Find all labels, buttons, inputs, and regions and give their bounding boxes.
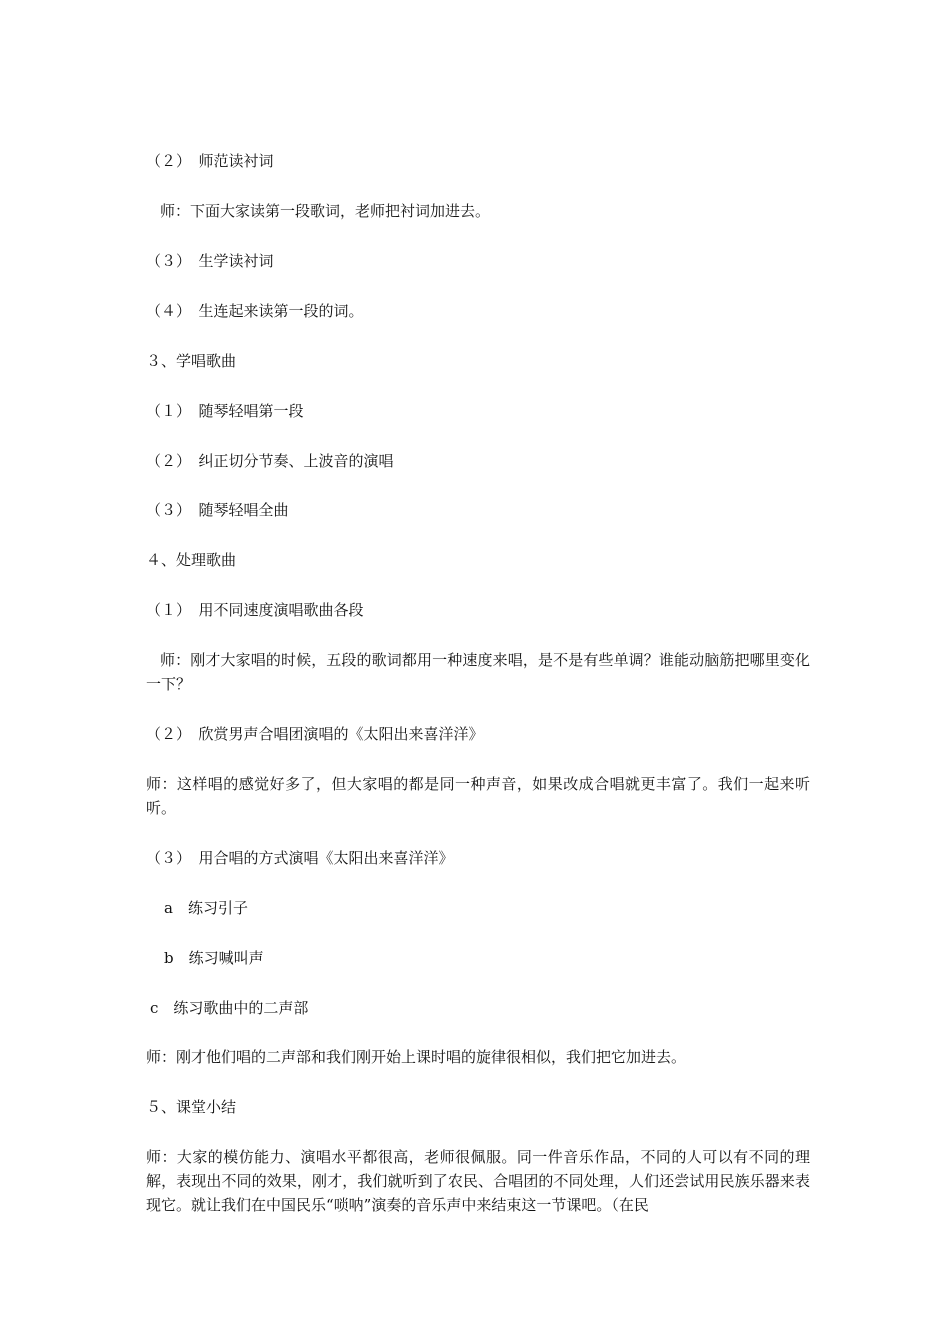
list-item: （３） 随琴轻唱全曲 xyxy=(146,501,289,519)
teacher-dialogue: 师：刚才大家唱的时候，五段的歌词都用一种速度来唱，是不是有些单调？谁能动脑筋把哪里变化一下？ xyxy=(146,651,810,693)
section-heading: ５、课堂小结 xyxy=(146,1098,237,1116)
list-item: （３） 生学读衬词 xyxy=(146,252,274,270)
list-item: （３） 用合唱的方式演唱《太阳出来喜洋洋》 xyxy=(146,849,454,867)
teacher-dialogue: 师：下面大家读第一段歌词，老师把衬词加进去。 xyxy=(160,202,491,220)
list-item: （４） 生连起来读第一段的词。 xyxy=(146,302,364,320)
sub-item: c 练习歌曲中的二声部 xyxy=(150,999,309,1017)
list-item: （１） 随琴轻唱第一段 xyxy=(146,402,304,420)
teacher-dialogue: 师：大家的模仿能力、演唱水平都很高，老师很佩服。同一件音乐作品，不同的人可以有不同的理解，表现出不同的效果，刚才，我们就听到了农民、合唱团的不同处理，人们还尝试用民族乐器来表现它。就让我们在中国民乐“唢呐”演奏的音乐声中来结束这一节课吧。（在民 xyxy=(146,1148,810,1214)
list-item: （２） 纠正切分节奏、上波音的演唱 xyxy=(146,452,394,470)
section-heading: ４、处理歌曲 xyxy=(146,551,237,569)
teacher-dialogue: 师：这样唱的感觉好多了，但大家唱的都是同一种声音，如果改成合唱就更丰富了。我们一起来听听。 xyxy=(146,775,810,817)
teacher-dialogue: 师：刚才他们唱的二声部和我们刚开始上课时唱的旋律很相似，我们把它加进去。 xyxy=(146,1048,687,1066)
list-item: （１） 用不同速度演唱歌曲各段 xyxy=(146,601,364,619)
sub-item: b 练习喊叫声 xyxy=(164,949,264,967)
list-item: （２） 欣赏男声合唱团演唱的《太阳出来喜洋洋》 xyxy=(146,725,484,743)
section-heading: ３、学唱歌曲 xyxy=(146,352,237,370)
list-item: （２） 师范读衬词 xyxy=(146,152,274,170)
sub-item: a 练习引子 xyxy=(164,899,248,917)
